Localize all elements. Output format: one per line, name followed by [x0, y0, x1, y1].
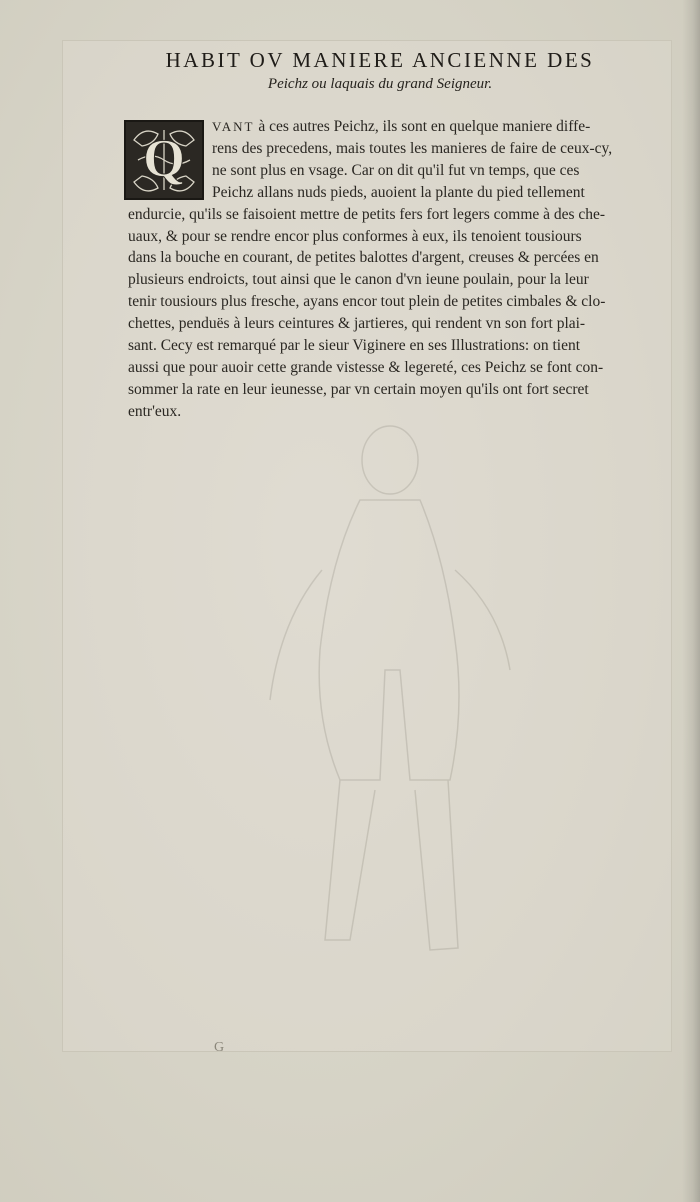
- text-line-5: endurcie, qu'ils se faisoient mettre de petits fers fort legers comme à des che-: [128, 205, 606, 223]
- text-line-1: VANT à ces autres Peichz, ils sont en quelque maniere diffe-: [212, 118, 591, 135]
- svg-text:Q: Q: [142, 128, 186, 188]
- text-line-7: dans la bouche en courant, de petites balottes d'argent, creuses & percées en: [128, 249, 599, 267]
- page-subtitle: Peichz ou laquais du grand Seigneur.: [267, 76, 493, 92]
- page-title: HABIT OV MANIERE ANCIENNE DES: [165, 48, 595, 72]
- text-line-13: sommer la rate en leur ieunesse, par vn certain moyen qu'ils ont fort secret: [128, 380, 589, 398]
- lead-word: VANT: [212, 119, 255, 134]
- text-line-4: Peichz allans nuds pieds, auoient la plante du pied tellement: [212, 183, 585, 201]
- text-line-9: tenir tousiours plus fresche, ayans encor tout plein de petites cimbales & clo-: [128, 293, 606, 311]
- paragraph: [128, 116, 643, 423]
- faded-figure-illustration: [210, 420, 570, 980]
- text-line-11: sant. Cecy est remarqué par le sieur Viginere en ses Illustrations: on tient: [128, 337, 581, 355]
- text-line-6: uaux, & pour se rendre encor plus conformes à eux, ils tenoient tousiours: [128, 227, 582, 245]
- book-spine-shadow: [682, 0, 700, 1202]
- text-line-8: plusieurs endroicts, tout ainsi que le canon d'vn ieune poulain, pour la leur: [128, 271, 589, 289]
- plate-mark: G: [214, 1040, 225, 1055]
- text-line-12: aussi que pour auoir cette grande vistesse & legereté, ces Peichz se font con-: [128, 358, 604, 376]
- text-line-2: rens des precedens, mais toutes les manieres de faire de ceux-cy,: [212, 139, 613, 157]
- text-line-3: ne sont plus en vsage. Car on dit qu'il fut vn temps, que ces: [212, 161, 580, 179]
- decorated-initial-q: [124, 120, 204, 200]
- text-line-14: entr'eux.: [128, 402, 182, 420]
- text-line-10: chettes, penduës à leurs ceintures & jartieres, qui rendent vn son fort plai-: [128, 315, 586, 333]
- main-text: [128, 116, 643, 423]
